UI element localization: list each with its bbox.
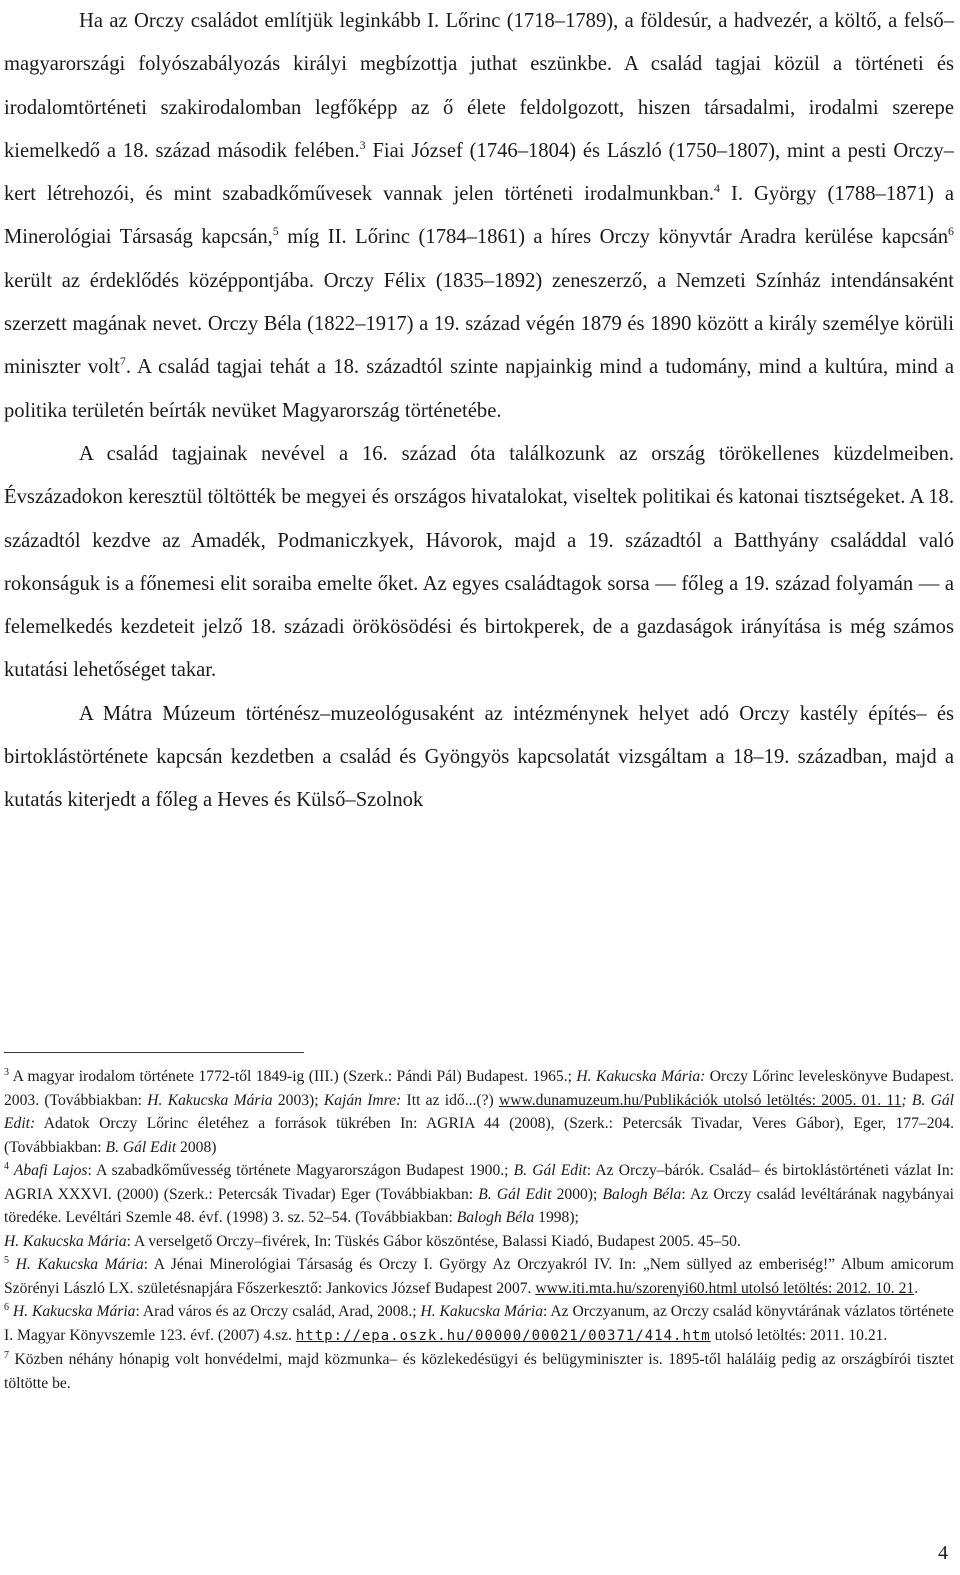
footnote-ref-5[interactable]: 5 [272, 224, 279, 239]
footnote-text: utolsó letöltés: 2011. 10.21. [710, 1326, 888, 1344]
author-name: Kaján Imre: [323, 1091, 402, 1109]
author-name: B. Gál Edit [478, 1185, 552, 1203]
paragraph-text: míg II. Lőrinc (1784–1861) a híres Orczy könyvtár Aradra kerülése kapcsán [278, 226, 949, 249]
author-name: ; B. Gál Edit: [4, 1091, 954, 1132]
body-text [4, 0, 954, 823]
footnote-ref-3[interactable]: 3 [359, 138, 366, 153]
footnote-separator [4, 1052, 304, 1053]
footnote-text: : Arad város és az Orczy család, Arad, 2008.; [135, 1303, 421, 1320]
footnote-link[interactable]: www.dunamuzeum.hu/Publikációk utolsó letöltés: 2005. 01. 11 [498, 1091, 902, 1109]
footnote-ref-4[interactable]: 4 [714, 181, 720, 196]
footnote-3 [4, 1065, 954, 1159]
footnote-text: 2000); [551, 1185, 603, 1203]
author-name: Balogh Béla [456, 1209, 535, 1226]
footnote-text: : A szabadkőművesség története Magyarországon Budapest 1900.; [87, 1162, 514, 1179]
paragraph-text: . A család tagjai tehát a 18. századtól szinte napjainkig mind a tudomány, mind a kultúra, mind a politika területén beírták nevüket Magyarország történetébe. [4, 356, 954, 422]
author-name: B. Gál Edit [513, 1162, 587, 1179]
footnote-link[interactable]: www.iti.mta.hu/szorenyi60.html utolsó letöltés: 2012. 10. 21 [535, 1279, 915, 1297]
footnote-4 [4, 1159, 954, 1253]
footnote-text: Orczy Lőrinc leveleskönyve Budapest. 2003. (Továbbiakban: [4, 1068, 954, 1109]
author-name: H. Kakucska Mária: [576, 1068, 706, 1085]
author-name: H. Kakucska Mária [9, 1256, 144, 1273]
footnote-text: : Az Orczyanum, az Orczy család könyvtárának vázlatos története I. Magyar Könyvszemle 123. évf. (2007) 4.sz. [4, 1303, 954, 1344]
footnote-number: 3 [4, 1066, 9, 1078]
author-name: H. Kakucska Mária [420, 1303, 544, 1320]
footnote-text: . [914, 1279, 919, 1297]
paragraph-1 [4, 0, 954, 433]
footnote-text: 1998); [534, 1209, 579, 1226]
author-name: Abafi Lajos [9, 1162, 88, 1179]
paragraph-text: Fiai József (1746–1804) és László (1750–1807), mint a pesti Orczy–kert létrehozói, és mint szabadkőművesek vannak jelen történeti irodalmunkban. [4, 139, 954, 206]
footnote-text: A magyar irodalom története 1772-től 1849-ig (III.) (Szerk.: Pándi Pál) Budapest. 1965.; [9, 1068, 577, 1085]
paragraph-3: A Mátra Múzeum történész–muzeológusaként az intézménynek helyet adó Orczy kastély építés– és birtoklástörténete kapcsán kezdetben a család és Gyöngyös kapcsolatát vizsgáltam a 18–19. században, majd a kutatás kiterjedt a főleg a Heves és Külső–Szolnok [4, 702, 954, 812]
footnote-number: 7 [4, 1349, 9, 1361]
paragraph-2: A család tagjainak nevével a 16. század óta találkozunk az ország törökellenes küzdelmeiben. Évszázadokon keresztül töltötték be megyei és országos hivatalokat, viseltek politikai és katonai tisztségeket. A 18. századtól kezdve az Amadék, Podmaniczkyek, Hávorok, majd a 19. századtól a Batthyány családdal való rokonságuk is a főnemesi elit soraiba emelte őket. Az egyes családtagok sorsa — főleg a 19. század folyamán — a felemelkedés kezdeteit jelző 18. századi örökösödési és birtokperek, de a gazdaságok irányítása is még számos kutatási lehetőséget takar. [4, 442, 954, 682]
footnote-number: 4 [4, 1160, 9, 1172]
footnote-ref-7[interactable]: 7 [119, 354, 126, 369]
footnotes [4, 1065, 954, 1395]
author-name: Balogh Béla [602, 1185, 682, 1203]
author-name: H. Kakucska Mária [9, 1303, 136, 1320]
footnote-text: Itt az idő...(?) [401, 1091, 499, 1109]
footnote-number: 6 [4, 1301, 9, 1313]
footnote-text: 2003); [272, 1091, 324, 1109]
footnote-text: : Az Orczy család levéltárának nagybányai töredéke. Levéltári Szemle 48. évf. (1998) 3. sz. 52–54. (Továbbiakban: [4, 1185, 954, 1226]
footnote-text: Adatok Orczy Lőrinc életéhez a források tükrében In: AGRIA 44 (2008), (Szerk.: Petercsák Tivadar, Veres Gábor), Eger, 177–204. (Továbbiakban: [4, 1115, 954, 1156]
footnote-text: 2008) [176, 1138, 217, 1156]
footnote-6 [4, 1300, 954, 1348]
author-name: H. Kakucska Mária [4, 1232, 127, 1250]
paragraph-text: került az érdeklődés középpontjába. Orczy Félix (1835–1892) zeneszerző, a Nemzeti Színház intendánsaként szerzett magának nevet. Orczy Béla (1822–1917) a 19. század végén 1879 és 1890 között a király személye körüli miniszter volt [4, 269, 954, 379]
paragraph-text: I. György (1788–1871) a Minerológiai Társaság kapcsán, [4, 183, 954, 249]
author-name: B. Gál Edit [105, 1138, 177, 1156]
footnote-text: : A verselgető Orczy–fivérek, In: Tüskés Gábor köszöntése, Balassi Kiadó, Budapest 2005. 45–50. [126, 1232, 741, 1250]
paragraph-text: Ha az Orczy családot említjük leginkább I. Lőrinc (1718–1789), a földesúr, a hadvezér, a költő, a felső–magyarországi folyószabályozás királyi megbízottja juthat eszünkbe. A család tagjai közül a történeti és irodalomtörténeti szakirodalomban legfőképp az ő élete feldolgozott, hiszen társadalmi, irodalmi szerepe kiemelkedő a 18. század második felében. [4, 10, 954, 162]
author-name: H. Kakucska Mária [147, 1091, 273, 1109]
footnote-ref-6[interactable]: 6 [948, 224, 955, 239]
footnote-text: : Az Orczy–bárók. Család– és birtoklástörténeti vázlat In: AGRIA XXXVI. (2000) (Szerk.: Petercsák Tivadar) Eger (Továbbiakban: [4, 1162, 955, 1203]
footnote-text: Közben néhány hónapig volt honvédelmi, majd közmunka– és közlekedésügyi és belügyminiszter is. 1895-től haláláig pedig az országbírói tisztet töltötte be. [4, 1351, 954, 1392]
footnote-text: : A Jénai Minerológiai Társaság és Orczy I. György Az Orczyakról IV. In: „Nem süllyed az emberiség!” Album amicorum Szörényi László LX. születésnapjára Főszerkesztő: Jankovics József Budapest 2007. [4, 1256, 954, 1297]
footnote-7 [4, 1348, 954, 1395]
footnote-5 [4, 1253, 954, 1300]
footnote-number: 5 [4, 1254, 9, 1266]
footnote-link[interactable]: http://epa.oszk.hu/00000/00021/00371/414.htm [295, 1327, 711, 1344]
page-number: 4 [938, 1542, 948, 1564]
